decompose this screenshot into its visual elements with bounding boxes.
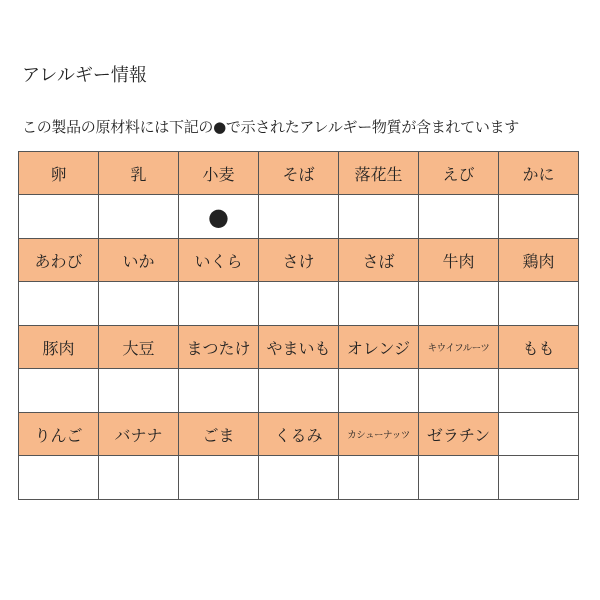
allergen-mark-row [19,456,579,500]
allergen-mark-cell [419,456,499,500]
allergen-name-cell: 豚肉 [19,326,99,369]
allergen-name-cell: もも [499,326,579,369]
allergen-name-cell: そば [259,152,339,195]
allergen-name-cell: 落花生 [339,152,419,195]
allergen-name-cell: 小麦 [179,152,259,195]
allergen-name-cell: 卵 [19,152,99,195]
allergen-mark-cell [19,282,99,326]
contains-mark-icon: ● [208,202,229,231]
allergen-mark-cell [19,369,99,413]
allergen-mark-cell [179,195,259,239]
allergen-mark-cell [339,195,419,239]
allergen-name-row [19,239,579,282]
allergen-mark-cell [179,369,259,413]
allergen-name-cell: やまいも [259,326,339,369]
allergen-name-cell: えび [419,152,499,195]
allergen-mark-cell [339,456,419,500]
allergen-mark-cell [179,282,259,326]
allergen-name-row [19,152,579,195]
allergen-mark-cell [419,369,499,413]
allergen-name-cell: ゼラチン [419,413,499,456]
allergen-mark-row [19,195,579,239]
allergen-mark-cell [99,282,179,326]
allergen-name-cell: いくら [179,239,259,282]
allergen-name-cell: 鶏肉 [499,239,579,282]
allergen-name-cell: さば [339,239,419,282]
allergen-name-cell: くるみ [259,413,339,456]
allergen-mark-row [19,369,579,413]
allergen-mark-cell [499,195,579,239]
allergen-mark-cell [99,369,179,413]
allergen-mark-cell [339,369,419,413]
allergen-name-cell: バナナ [99,413,179,456]
allergen-name-cell: あわび [19,239,99,282]
allergen-mark-cell [259,456,339,500]
allergen-name-cell: まつたけ [179,326,259,369]
allergen-mark-cell [339,282,419,326]
allergen-mark-cell [99,195,179,239]
allergen-name-cell: 大豆 [99,326,179,369]
allergen-name-cell: さけ [259,239,339,282]
allergen-mark-cell [19,456,99,500]
allergen-mark-cell [19,195,99,239]
empty-name-cell [499,413,579,456]
allergen-notice: この製品の原材料には下記の●で示されたアレルギー物質が含まれています [22,118,519,136]
allergen-mark-cell [99,456,179,500]
allergen-name-cell: 乳 [99,152,179,195]
allergen-mark-cell [499,456,579,500]
allergen-name-cell: カシューナッツ [339,413,419,456]
allergen-name-cell: オレンジ [339,326,419,369]
allergen-mark-cell [179,456,259,500]
allergen-name-cell: りんご [19,413,99,456]
allergen-name-cell: キウイフルーツ [419,326,499,369]
allergen-mark-cell [419,282,499,326]
allergen-name-cell: いか [99,239,179,282]
allergen-mark-cell [499,282,579,326]
allergen-table [18,151,579,500]
allergen-mark-cell [259,369,339,413]
allergen-name-row [19,413,579,456]
allergen-name-row [19,326,579,369]
allergen-name-cell: 牛肉 [419,239,499,282]
allergen-mark-cell [259,282,339,326]
allergen-mark-cell [499,369,579,413]
allergen-mark-cell [419,195,499,239]
page-title: アレルギー情報 [22,65,147,86]
allergen-mark-cell [259,195,339,239]
allergen-name-cell: かに [499,152,579,195]
allergen-mark-row [19,282,579,326]
allergen-name-cell: ごま [179,413,259,456]
